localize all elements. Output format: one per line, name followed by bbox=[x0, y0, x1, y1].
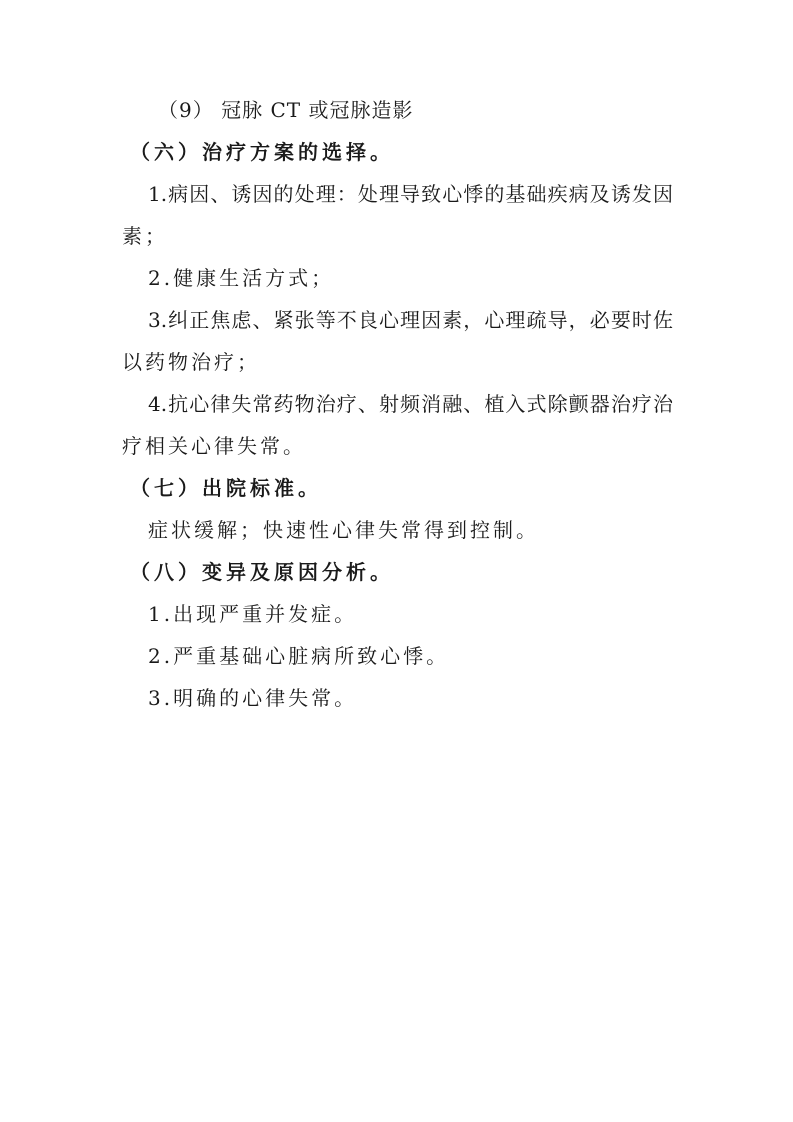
treatment-item-4-line-1: 4.抗心律失常药物治疗、射频消融、植入式除颤器治疗治 bbox=[148, 392, 673, 416]
section-heading-treatment: （六）治疗方案的选择。 bbox=[130, 140, 394, 164]
treatment-item-1-line-2: 素； bbox=[122, 224, 168, 248]
section-heading-variance: （八）变异及原因分析。 bbox=[130, 560, 394, 584]
variance-item-2: 2.严重基础心脏病所致心悸。 bbox=[148, 644, 450, 668]
variance-item-1: 1.出现严重并发症。 bbox=[148, 602, 358, 626]
treatment-item-2: 2.健康生活方式； bbox=[148, 266, 335, 290]
treatment-item-1-line-1: 1.病因、诱因的处理：处理导致心悸的基础疾病及诱发因 bbox=[148, 182, 673, 206]
treatment-item-4-line-2: 疗相关心律失常。 bbox=[122, 434, 306, 458]
item-9-coronary-ct: （9） 冠脉 CT 或冠脉造影 bbox=[158, 98, 414, 122]
treatment-item-3-line-2: 以药物治疗； bbox=[122, 350, 260, 374]
section-heading-discharge: （七）出院标准。 bbox=[130, 476, 322, 500]
discharge-criteria: 症状缓解；快速性心律失常得到控制。 bbox=[148, 518, 539, 542]
treatment-item-3-line-1: 3.纠正焦虑、紧张等不良心理因素，心理疏导，必要时佐 bbox=[148, 308, 673, 332]
variance-item-3: 3.明确的心律失常。 bbox=[148, 686, 358, 710]
